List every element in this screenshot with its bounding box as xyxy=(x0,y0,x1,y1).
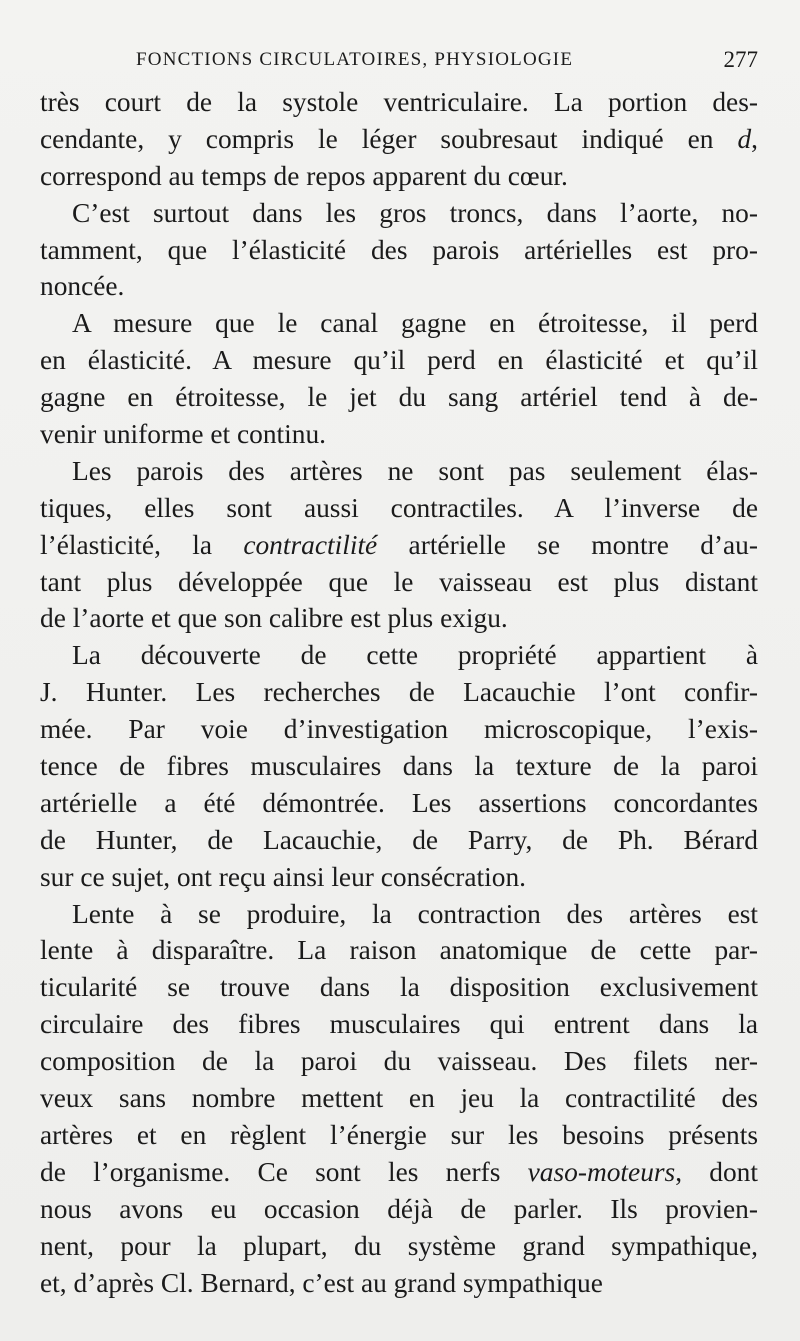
text-line: C’est surtout dans les gros troncs, dans l’aorte, no- xyxy=(72,197,758,228)
text-line: J. Hunter. Les recherches de Lacauchie l’ont confir- xyxy=(40,677,758,708)
text-line: nous avons eu occasion déjà de parler. Ils provien- xyxy=(40,1193,758,1224)
text-line: cendante, y compris le léger soubresaut indiqué en d, xyxy=(40,123,758,154)
text-line: composition de la paroi du vaisseau. Des filets ner- xyxy=(40,1046,758,1077)
text-line: artères et en règlent l’énergie sur les besoins présents xyxy=(40,1119,758,1150)
italic-term: contractilité xyxy=(243,529,378,560)
text-line: Lente à se produire, la contraction des artères est xyxy=(72,898,758,929)
page-header xyxy=(40,44,758,76)
text-line: mée. Par voie d’investigation microscopique, l’exis- xyxy=(40,714,758,745)
text-line: veux sans nombre mettent en jeu la contractilité des xyxy=(40,1083,758,1114)
text-line: tant plus développée que le vaisseau est plus distant xyxy=(40,566,758,597)
text-line: nent, pour la plupart, du système grand sympathique, xyxy=(40,1230,758,1261)
text-line: l’élasticité, la contractilité artérielle se montre d’au- xyxy=(40,529,758,560)
paragraph xyxy=(40,305,758,453)
page-number: 277 xyxy=(723,47,758,72)
text-line: circulaire des fibres musculaires qui entrent dans la xyxy=(40,1009,758,1040)
body-text xyxy=(40,84,758,1301)
running-head: FONCTIONS CIRCULATOIRES, PHYSIOLOGIE xyxy=(136,49,574,70)
text-line: de Hunter, de Lacauchie, de Parry, de Ph. Bérard xyxy=(40,824,758,855)
text-line: noncée. xyxy=(40,271,125,302)
text-line: venir uniforme et continu. xyxy=(40,419,326,450)
paragraph xyxy=(40,84,758,195)
text-line: sur ce sujet, ont reçu ainsi leur consécration. xyxy=(40,861,527,892)
text-line: de l’organisme. Ce sont les nerfs vaso-moteurs, dont xyxy=(40,1156,758,1187)
text-line: et, d’après Cl. Bernard, c’est au grand sympathique xyxy=(40,1267,603,1298)
text-line: lente à disparaître. La raison anatomique de cette par- xyxy=(40,935,758,966)
text-line: en élasticité. A mesure qu’il perd en élasticité et qu’il xyxy=(40,345,758,376)
text-line: artérielle a été démontrée. Les assertions concordantes xyxy=(40,787,758,818)
text-line: Les parois des artères ne sont pas seulement élas- xyxy=(72,455,758,486)
paragraph xyxy=(40,195,758,306)
italic-term: d xyxy=(737,123,752,154)
paragraph xyxy=(40,637,758,895)
text-line: très court de la systole ventriculaire. La portion des- xyxy=(40,87,758,117)
text-line: gagne en étroitesse, le jet du sang artériel tend à de- xyxy=(40,382,758,413)
text-line: tamment, que l’élasticité des parois artérielles est pro- xyxy=(40,234,758,265)
paragraph xyxy=(40,896,758,1302)
paragraph-container xyxy=(40,84,758,1301)
text-line: de l’aorte et que son calibre est plus exigu. xyxy=(40,603,508,634)
text-line: ticularité se trouve dans la disposition exclusivement xyxy=(40,972,758,1003)
italic-term: vaso-moteurs xyxy=(527,1156,676,1187)
text-line: correspond au temps de repos apparent du cœur. xyxy=(40,160,568,191)
text-line: tiques, elles sont aussi contractiles. A l’inverse de xyxy=(40,492,758,523)
text-line: tence de fibres musculaires dans la texture de la paroi xyxy=(40,751,758,782)
paragraph xyxy=(40,453,758,637)
text-line: La découverte de cette propriété appartient à xyxy=(72,640,758,671)
text-line: A mesure que le canal gagne en étroitesse, il perd xyxy=(72,308,758,339)
